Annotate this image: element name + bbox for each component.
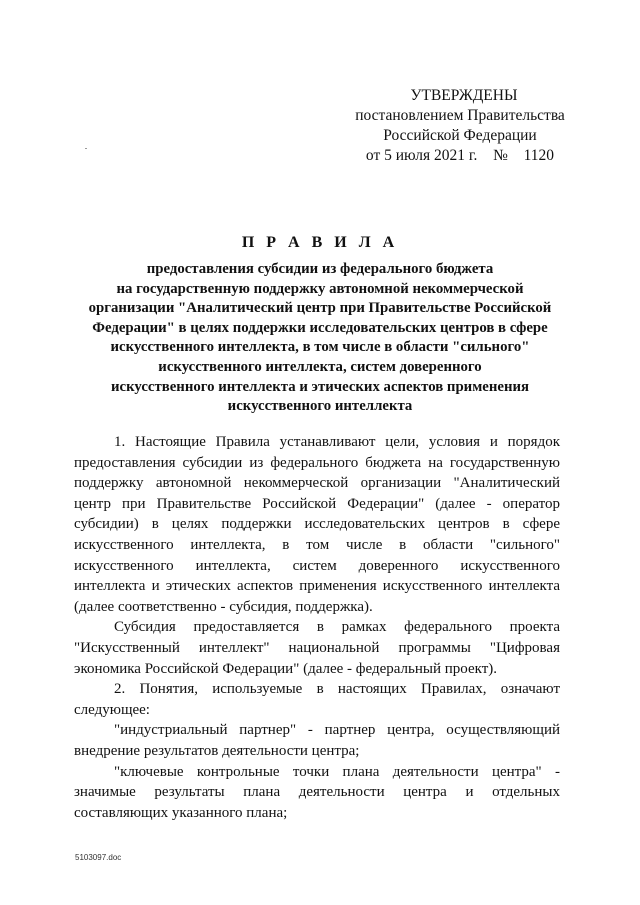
approval-number-sign: № (493, 147, 508, 164)
approval-date: от 5 июля 2021 г. (365, 147, 478, 164)
document-subtitle (70, 260, 570, 417)
paragraph: 1. Настоящие Правила устанавливают цели, условия и порядок предоставления субсидии из федерального бюджета на государственную поддержку автономной некоммерческой организации "Аналитический центр при Правительстве Российской Федерации" (далее - оператор субсидии) в целях поддержки исследовательских центров в сфере искусственного интеллекта, в том числе в области "сильного" искусственного интеллекта, систем доверенного искусственного интеллекта и этических аспектов применения искусственного интеллекта (далее соответственно - субсидия, поддержка). (74, 434, 560, 615)
subtitle-line: искусственного интеллекта и этических аспектов применения (110, 378, 530, 395)
subtitle-line: Федерации" в целях поддержки исследовательских центров в сфере (92, 319, 548, 336)
approval-line-2: Российской Федерации (383, 127, 537, 144)
document-footer-filename: 5103097.doc (75, 853, 122, 862)
approval-date-line (340, 146, 580, 166)
subtitle-line: искусственного интеллекта, в том числе в области "сильного" (110, 339, 530, 356)
approved-heading: УТВЕРЖДЕНЫ (410, 87, 518, 104)
approval-number: 1120 (523, 147, 555, 164)
subtitle-line: организации "Аналитический центр при Правительстве Российской (88, 300, 552, 317)
subtitle-line: искусственного интеллекта, систем доверенного (158, 358, 482, 375)
scan-speck (85, 148, 87, 149)
paragraph: 2. Понятия, используемые в настоящих Правилах, означают следующее: (74, 681, 560, 718)
paragraph: "ключевые контрольные точки плана деятельности центра" - значимые результаты плана деятельности центра и отдельных составляющих указанного плана; (74, 763, 560, 821)
subtitle-line: на государственную поддержку автономной некоммерческой (116, 280, 524, 297)
document-title: П Р А В И Л А (241, 234, 399, 251)
subtitle-line: предоставления субсидии из федерального бюджета (146, 261, 494, 277)
document-body (74, 432, 560, 823)
paragraph: "индустриальный партнер" - партнер центра, осуществляющий внедрение результатов деятельности центра; (74, 722, 560, 759)
approval-line-1: постановлением Правительства (355, 107, 565, 124)
subtitle-line: искусственного интеллекта (227, 398, 413, 415)
paragraph: Субсидия предоставляется в рамках федерального проекта "Искусственный интеллект" национальной программы "Цифровая экономика Российской Федерации" (далее - федеральный проект). (74, 619, 560, 677)
approval-block (340, 86, 580, 166)
